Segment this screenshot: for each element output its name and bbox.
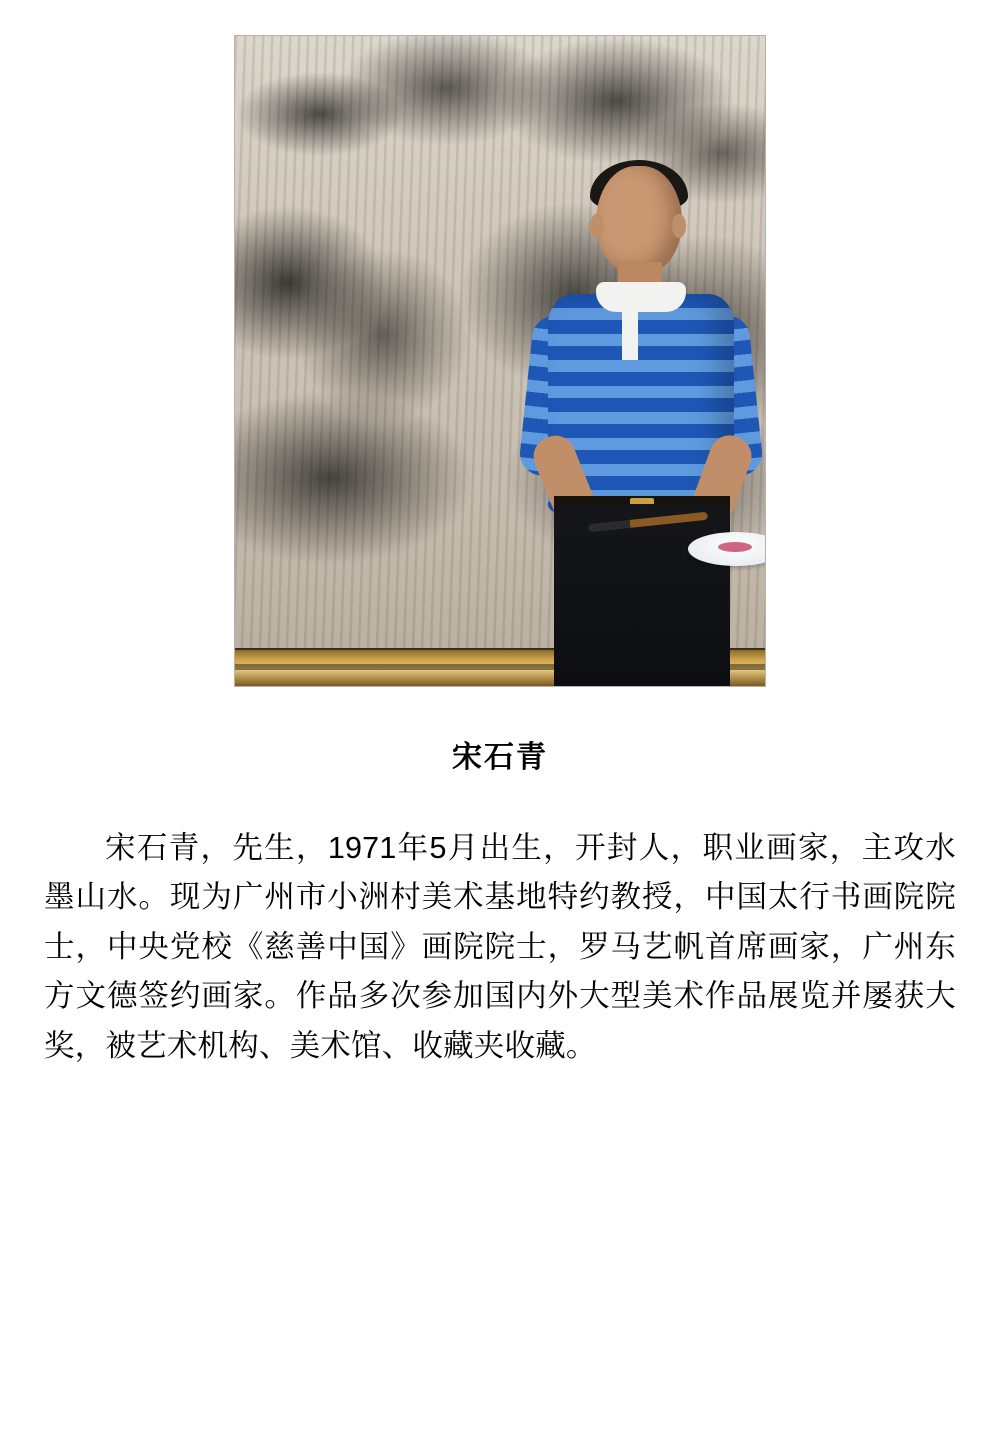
shirt-collar xyxy=(596,282,686,312)
artist-portrait-image xyxy=(235,36,765,686)
page-title: 宋石青 xyxy=(452,741,548,774)
trousers xyxy=(554,504,730,686)
ear-right xyxy=(672,214,686,238)
head xyxy=(596,166,682,274)
ear-left xyxy=(590,214,604,238)
portrait-figure xyxy=(0,0,1000,686)
shirt-placket xyxy=(622,302,638,360)
biography-paragraph: 宋石青，先生，1971年5月出生，开封人，职业画家，主攻水墨山水。现为广州市小洲村美术基地特约教授，中国太行书画院院士，中央党校《慈善中国》画院院士，罗马艺帆首席画家，广州东方文德签约画家。作品多次参加国内外大型美术作品展览并屡获大奖，被艺术机构、美术馆、收藏夹收藏。 xyxy=(44,831,956,1063)
artist-person xyxy=(492,166,765,686)
